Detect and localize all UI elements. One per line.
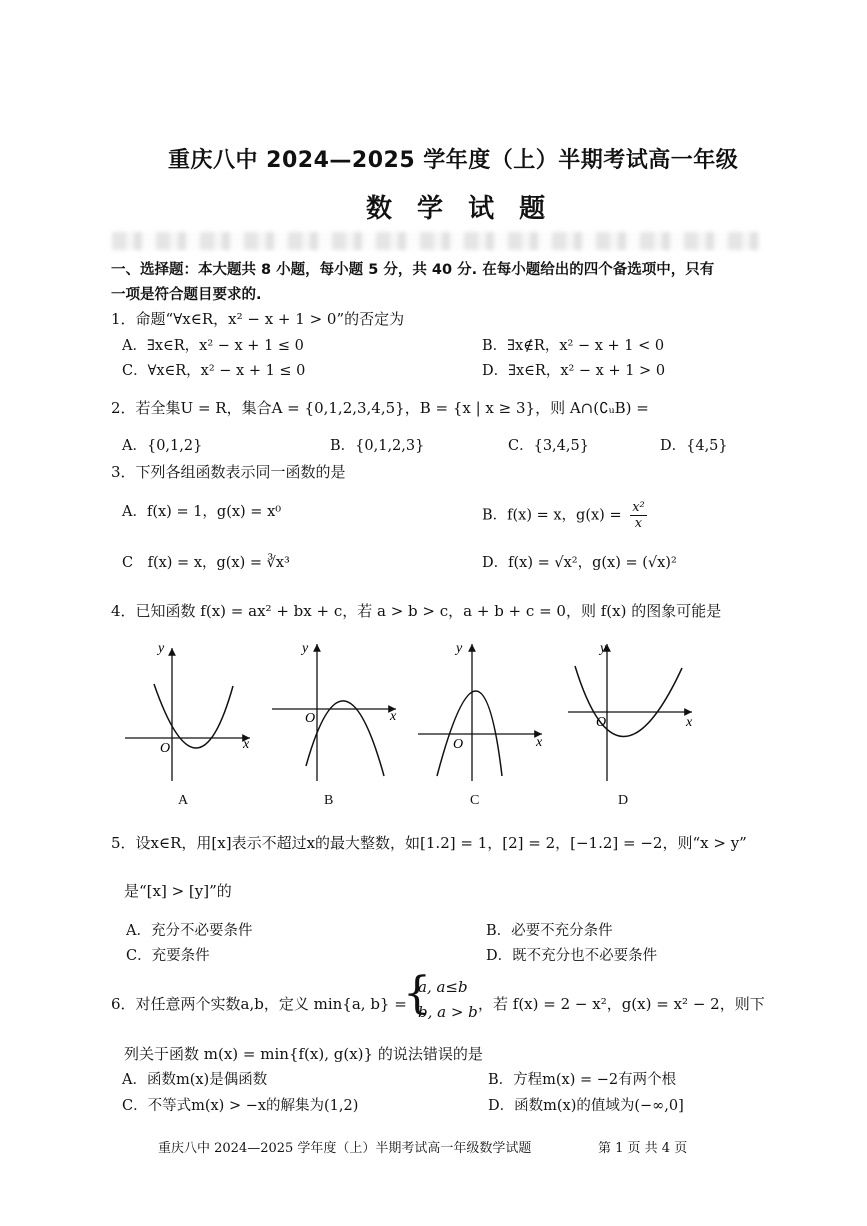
q2-option-b: B．{0,1,2,3}	[330, 438, 425, 454]
fraction-numerator: x²	[632, 500, 645, 515]
graph-b-parabola	[306, 701, 384, 776]
q3-stem: 3．下列各组函数表示同一函数的是	[111, 463, 346, 481]
graph-c-origin: O	[453, 737, 464, 752]
q6-option-d: D．函数m(x)的值域为(−∞,0]	[488, 1098, 684, 1114]
q5-stem-continued: 是“[x] > [y]”的	[124, 882, 232, 900]
q5-option-b: B．必要不充分条件	[486, 923, 613, 939]
q5-option-d: D．既不充分也不必要条件	[486, 948, 658, 964]
q2-option-a: A．{0,1,2}	[122, 438, 203, 454]
subject-title: 数 学 试 题	[366, 194, 554, 224]
q6-stem-a: 6．对任意两个实数a,b，定义 min{a, b} =	[111, 995, 407, 1013]
q3-option-b-fraction	[630, 500, 647, 531]
q5-stem: 5．设x∈R，用[x]表示不超过x的最大整数，如[1.2] = 1，[2] = 2，[−1.2] = −2，则“x > y”	[111, 834, 747, 852]
graph-d-x-label: x	[686, 715, 693, 730]
graph-b	[272, 641, 397, 781]
q6-stem-continued: 列关于函数 m(x) = min{f(x), g(x)} 的说法错误的是	[124, 1045, 483, 1063]
q4-graphs	[110, 636, 730, 786]
q4-caption-b: B	[324, 793, 334, 808]
q5-option-c: C．充要条件	[126, 948, 210, 964]
blurred-instructions	[112, 232, 762, 250]
q2-stem: 2．若全集U = R，集合A = {0,1,2,3,4,5}，B = {x | x ≥ 3}，则 A∩(∁ᵤB) =	[111, 399, 649, 417]
q6-case-2: b, a > b	[418, 1003, 478, 1021]
q4-stem: 4．已知函数 f(x) = ax² + bx + c，若 a > b > c，a + b + c = 0，则 f(x) 的图象可能是	[111, 602, 722, 620]
graph-b-x-label: x	[390, 709, 397, 724]
q3-option-d: D．f(x) = √x²，g(x) = (√x)²	[482, 555, 677, 571]
q6-option-c: C．不等式m(x) > −x的解集为(1,2)	[122, 1098, 359, 1114]
section-instructions-line2: 一项是符合题目要求的.	[111, 287, 262, 303]
q1-option-c: C．∀x∈R，x² − x + 1 ≤ 0	[122, 363, 306, 379]
graph-d-origin: O	[596, 715, 607, 730]
q2-option-d: D．{4,5}	[660, 438, 728, 454]
q6-case-1: a, a≤b	[418, 978, 468, 996]
graph-d	[568, 641, 693, 781]
q1-option-d: D．∃x∈R，x² − x + 1 > 0	[482, 363, 666, 379]
graph-b-origin: O	[305, 711, 316, 726]
q3-option-b-prefix: B．f(x) = x，g(x) =	[482, 507, 622, 524]
q4-caption-c: C	[470, 793, 480, 808]
q4-caption-a: A	[178, 793, 189, 808]
graph-a-y-label: y	[158, 641, 165, 656]
graph-c	[418, 641, 543, 781]
graph-d-y-label: y	[600, 641, 607, 656]
fraction-denominator: x	[634, 516, 643, 531]
q3-option-b	[482, 500, 647, 531]
graph-a	[125, 641, 250, 781]
graph-b-y-label: y	[302, 641, 309, 656]
exam-title: 重庆八中 2024—2025 学年度（上）半期考试高一年级	[168, 148, 739, 173]
section-instructions-line1: 一、选择题：本大题共 8 小题，每小题 5 分，共 40 分. 在每小题给出的四个备选项中，只有	[111, 262, 715, 278]
q6-stem-b: ，若 f(x) = 2 − x²，g(x) = x² − 2，则下	[478, 995, 765, 1013]
graph-c-x-label: x	[536, 735, 543, 750]
q1-stem: 1．命题“∀x∈R，x² − x + 1 > 0”的否定为	[111, 310, 405, 328]
q5-option-a: A．充分不必要条件	[126, 923, 253, 939]
footer-exam-name: 重庆八中 2024—2025 学年度（上）半期考试高一年级数学试题	[158, 1141, 532, 1156]
q6-option-a: A．函数m(x)是偶函数	[122, 1072, 268, 1088]
graph-a-x-label: x	[243, 737, 250, 752]
q6-option-b: B．方程m(x) = −2有两个根	[488, 1072, 677, 1088]
q2-option-c: C．{3,4,5}	[508, 438, 589, 454]
footer-page-number: 第 1 页 共 4 页	[598, 1141, 688, 1156]
q6-brace: {	[403, 968, 431, 1019]
q3-option-c: C f(x) = x，g(x) = ∛x³	[122, 555, 290, 571]
q3-option-a: A．f(x) = 1，g(x) = x⁰	[122, 504, 282, 520]
graph-d-parabola	[575, 666, 682, 737]
graph-a-origin: O	[160, 741, 171, 756]
q1-option-b: B．∃x∉R，x² − x + 1 < 0	[482, 338, 665, 354]
q1-option-a: A．∃x∈R，x² − x + 1 ≤ 0	[122, 338, 304, 354]
q4-caption-d: D	[618, 793, 629, 808]
graph-c-y-label: y	[456, 641, 463, 656]
